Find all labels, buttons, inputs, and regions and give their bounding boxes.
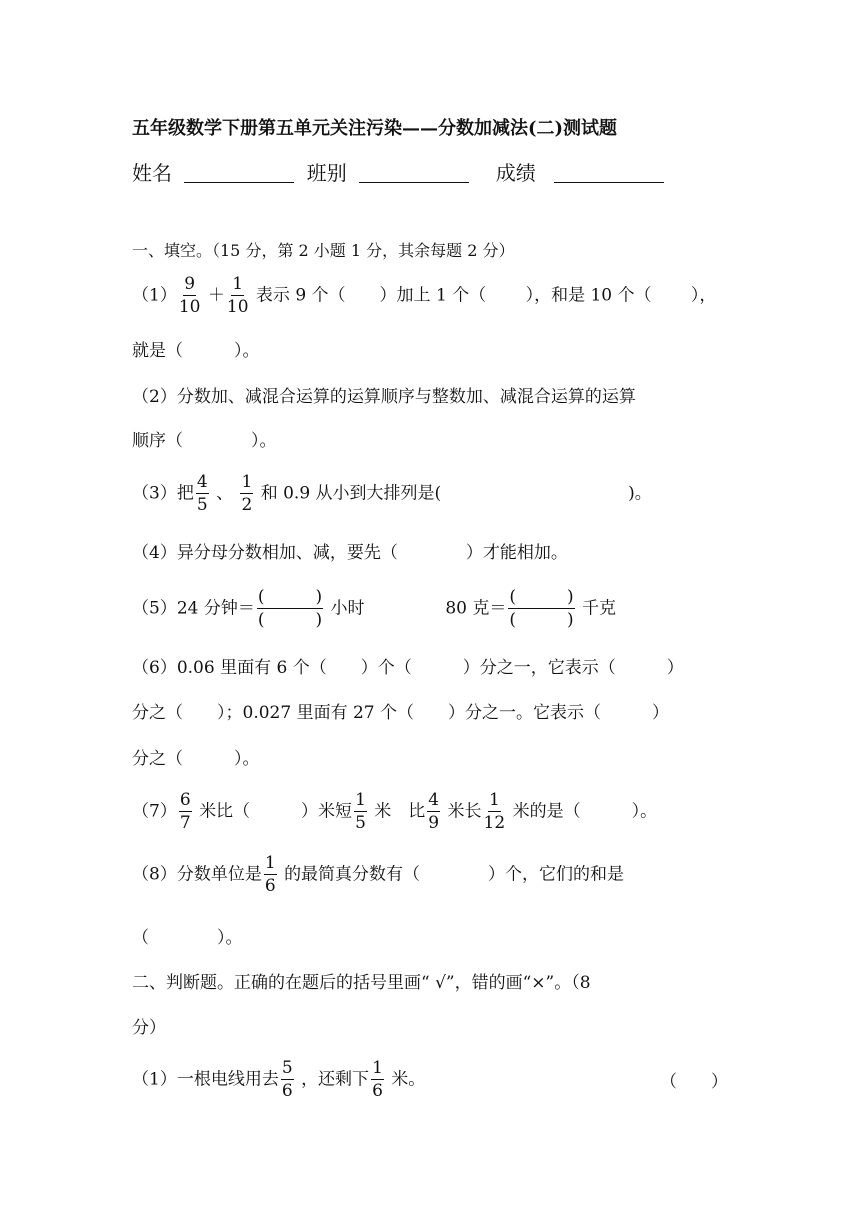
denominator-blank[interactable]: ( ) — [509, 610, 574, 630]
fraction — [240, 474, 253, 514]
fraction — [281, 1060, 294, 1100]
q1-3 — [132, 474, 652, 514]
q1-8-text: 的最简真分数有（ ）个，它们的和是 — [284, 864, 625, 885]
section1-heading: 一、填空。（15 分，第 2 小题 1 分，其余每题 2 分） — [132, 241, 515, 260]
name-label: 姓名 — [132, 161, 172, 185]
q1-7-prefix: （7） — [132, 801, 177, 822]
q1-6-line3: 分之（ ）。 — [132, 749, 260, 769]
answer-parentheses[interactable]: （ ） — [660, 1072, 728, 1092]
q1-7-text-1: 米比（ ）米短 — [199, 801, 353, 822]
denominator: 6 — [264, 876, 276, 896]
page-title: 五年级数学下册第五单元关注污染——分数加减法(二)测试题 — [132, 118, 618, 139]
q1-6-line1: （6）0.06 里面有 6 个（ ）个（ ）分之一，它表示（ ） — [132, 658, 684, 678]
denominator: 5 — [355, 813, 366, 833]
q1-8-continued: （ ）。 — [132, 928, 243, 948]
numerator: 1 — [372, 1058, 383, 1078]
q1-5 — [132, 589, 616, 629]
section2-heading-line1: 二、判断题。正确的在题后的括号里画“ √”，错的画“×”。（8 — [132, 973, 591, 993]
fraction — [196, 474, 209, 514]
q1-5-second-prefix: 80 克＝ — [445, 598, 507, 619]
denominator: 7 — [179, 813, 191, 833]
fraction — [179, 276, 201, 316]
q2-1-post: 米。 — [391, 1069, 426, 1090]
fraction — [227, 276, 249, 316]
numerator: 5 — [281, 1058, 293, 1078]
q2-1-mid: ，还剩下 — [301, 1069, 370, 1090]
q1-2-line2: 顺序（ ）。 — [132, 431, 277, 451]
numerator: 9 — [184, 274, 196, 294]
numerator: 1 — [264, 853, 276, 873]
q1-7-text-2: 米 比 — [374, 801, 426, 822]
fraction — [354, 792, 367, 832]
denominator: 6 — [372, 1081, 383, 1101]
numerator: 1 — [241, 472, 253, 492]
denominator: 10 — [226, 297, 249, 317]
q1-5-prefix: （5）24 分钟＝ — [132, 598, 255, 619]
fraction — [371, 1060, 384, 1100]
student-info-row — [132, 162, 670, 183]
q1-2-line1: （2）分数加、减混合运算的运算顺序与整数加、减混合运算的运算 — [132, 387, 636, 407]
fraction-blank[interactable] — [508, 589, 574, 629]
fraction — [264, 855, 277, 895]
section2-heading-line2: 分） — [132, 1018, 166, 1038]
q1-6-line2: 分之（ ）；0.027 里面有 27 个（ ）分之一。它表示（ ） — [132, 703, 670, 723]
q1-3-text: 和 0.9 从小到大排列是( )。 — [260, 483, 652, 504]
q1-1-continued: 就是（ ）。 — [132, 341, 260, 361]
denominator: 5 — [196, 495, 208, 515]
score-blank[interactable] — [554, 162, 664, 183]
denominator: 6 — [281, 1081, 293, 1101]
unit-hours: 小时 — [330, 598, 365, 619]
numerator: 1 — [488, 790, 500, 810]
numerator: 4 — [428, 790, 440, 810]
separator: 、 — [216, 483, 234, 504]
q2-1 — [132, 1060, 728, 1100]
class-label: 班别 — [306, 161, 347, 185]
q1-4: （4）异分母分数相加、减，要先（ ）才能相加。 — [132, 543, 568, 563]
q1-3-prefix: （3）把 — [132, 483, 194, 504]
numerator: 1 — [355, 790, 366, 810]
q1-7-text-4: 米的是（ ）。 — [512, 801, 658, 822]
denominator: 9 — [428, 813, 440, 833]
numerator-blank[interactable]: ( ) — [257, 587, 323, 607]
plus-sign: ＋ — [207, 285, 225, 306]
fraction-blank[interactable] — [257, 589, 323, 629]
denominator: 2 — [241, 495, 253, 515]
q1-8-prefix: （8）分数单位是 — [132, 864, 262, 885]
class-blank[interactable] — [359, 162, 469, 183]
q1-8 — [132, 855, 624, 895]
score-label: 成绩 — [495, 161, 536, 185]
numerator-blank[interactable]: ( ) — [509, 587, 574, 607]
q1-1-prefix: （1） — [132, 285, 177, 306]
numerator: 6 — [179, 790, 191, 810]
fraction — [427, 792, 440, 832]
q1-7 — [132, 792, 657, 832]
numerator: 1 — [232, 274, 244, 294]
denominator-blank[interactable]: ( ) — [257, 610, 323, 630]
numerator: 4 — [196, 472, 208, 492]
name-blank[interactable] — [184, 162, 294, 183]
unit-kilograms: 千克 — [582, 598, 617, 619]
fraction — [484, 792, 506, 832]
denominator: 12 — [483, 813, 506, 833]
q2-1-prefix: （1）一根电线用去 — [132, 1069, 279, 1090]
q1-1 — [132, 276, 716, 316]
fraction — [179, 792, 192, 832]
denominator: 10 — [178, 297, 201, 317]
q1-1-text: 表示 9 个（ ）加上 1 个（ ），和是 10 个（ ）， — [255, 285, 717, 306]
q1-7-text-3: 米长 — [447, 801, 482, 822]
